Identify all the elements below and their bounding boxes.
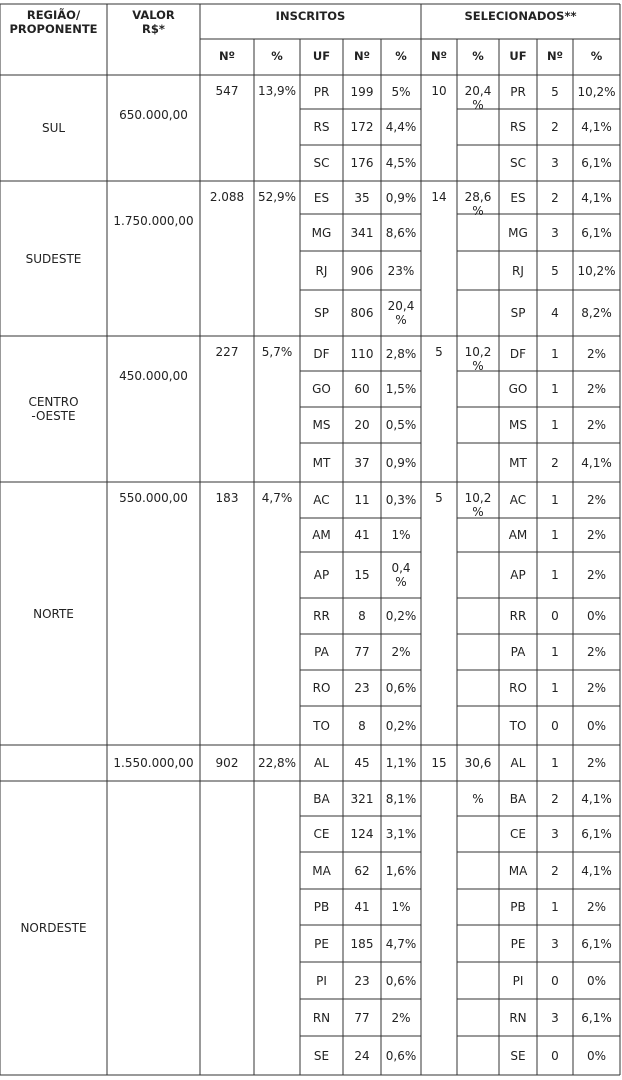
state-selecionados-n: 0 [551,718,559,733]
state-inscritos-pct: 2% [391,645,411,659]
header-selecionados: SELECIONADOS** [464,9,577,23]
state-selecionados-pct: 4,1% [581,120,612,134]
state-selecionados-pct: 6,1% [581,1010,612,1025]
state-selecionados-pct: 2% [586,645,607,659]
region-inscritos-n: 902 [215,756,239,770]
state-uf: PR [313,85,330,99]
state-inscritos-n: 20 [354,418,370,432]
region-inscritos-n: 183 [215,491,239,505]
state-inscritos-pct: 8,6% [385,225,417,240]
state-inscritos-pct: 0,4 % [391,561,411,589]
state-selecionados-uf: AL [510,756,526,770]
region-selecionados-n: 15 [431,756,447,770]
subheader-pct: % [271,49,283,63]
state-inscritos-n: 23 [354,973,370,988]
state-inscritos-pct: 2,8% [385,346,417,361]
state-selecionados-n: 5 [551,85,559,99]
region-selecionados-pct: 20,4 % [464,84,492,112]
state-selecionados-pct: 6,1% [581,156,612,170]
region-selecionados-n: 10 [431,84,447,98]
state-inscritos-pct: 1,6% [385,863,417,878]
state-selecionados-pct: 2% [586,418,607,432]
state-inscritos-n: 906 [350,263,374,278]
state-selecionados-pct: 0% [586,609,607,623]
state-uf: RR [313,609,330,623]
state-inscritos-pct: 1,5% [385,382,417,396]
state-selecionados-pct: 2% [586,568,607,582]
state-inscritos-pct: 0,6% [385,1048,417,1063]
state-selecionados-pct: 2% [586,900,607,914]
state-selecionados-uf: PB [510,900,526,914]
state-selecionados-n: 2 [551,190,559,205]
state-selecionados-pct: 4,1% [581,791,612,806]
region-inscritos-n: 227 [215,345,239,359]
state-inscritos-n: 321 [350,791,374,806]
state-uf: TO [313,718,330,733]
region-inscritos-pct: 5,7% [261,345,293,359]
state-inscritos-n: 341 [350,225,374,240]
state-selecionados-uf: SE [510,1048,526,1063]
subheader-uf: UF [312,49,331,63]
state-selecionados-n: 1 [551,645,559,659]
state-selecionados-n: 3 [551,156,559,170]
state-uf: RJ [315,263,328,278]
state-selecionados-n: 0 [551,973,559,988]
state-selecionados-pct: 0% [586,973,607,988]
state-selecionados-pct: 2% [586,346,607,361]
state-inscritos-n: 172 [350,120,374,134]
state-selecionados-n: 3 [551,1010,559,1025]
state-selecionados-pct: 0% [586,718,607,733]
state-selecionados-uf: RJ [512,263,524,278]
state-selecionados-n: 1 [551,900,559,914]
region-selecionados-pct: 10,2 % [464,491,492,519]
state-inscritos-pct: 1,1% [385,756,417,770]
region-selecionados-n: 5 [435,345,443,359]
state-uf: GO [312,382,331,396]
region-inscritos-pct: 22,8% [257,756,297,770]
state-inscritos-n: 110 [350,346,374,361]
state-uf: PA [314,645,329,659]
state-selecionados-uf: MS [509,418,527,432]
state-inscritos-n: 24 [354,1048,370,1063]
region-selecionados-pct: 28,6 % [464,190,492,218]
state-inscritos-pct: 0,3% [385,493,417,507]
state-inscritos-pct: 8,1% [385,791,417,806]
state-selecionados-pct: 6,1% [581,936,612,951]
state-inscritos-n: 23 [354,681,370,695]
state-selecionados-n: 1 [551,681,559,695]
state-uf: MS [312,418,331,432]
state-selecionados-n: 1 [551,756,559,770]
state-selecionados-pct: 2% [586,528,607,542]
state-inscritos-n: 45 [354,756,370,770]
state-inscritos-n: 15 [354,568,370,582]
subheader-pct: % [395,49,407,63]
state-uf: RS [313,120,330,134]
state-inscritos-n: 8 [358,718,366,733]
state-inscritos-n: 11 [354,493,370,507]
state-inscritos-pct: 0,6% [385,973,417,988]
state-selecionados-uf: RR [509,609,527,623]
subheader-uf: UF [509,49,527,63]
state-inscritos-n: 41 [354,528,370,542]
region-selecionados-n: 14 [431,190,447,204]
state-inscritos-n: 806 [350,306,374,320]
state-selecionados-n: 5 [551,263,559,278]
region-valor: 1.750.000,00 [113,214,194,228]
state-selecionados-n: 3 [551,936,559,951]
state-selecionados-uf: RO [509,681,527,695]
state-selecionados-n: 1 [551,346,559,361]
region-name-norte: NORTE [33,606,74,621]
state-selecionados-uf: ES [510,190,526,205]
state-uf: AL [314,756,329,770]
state-selecionados-n: 0 [551,1048,559,1063]
state-selecionados-n: 2 [551,863,559,878]
state-uf: ES [313,190,330,205]
state-selecionados-pct: 2% [586,681,607,695]
state-selecionados-pct: 4,1% [581,190,612,205]
state-selecionados-uf: RS [510,120,526,134]
state-selecionados-pct: 8,2% [581,306,612,320]
region-valor: 450.000,00 [119,369,188,383]
state-uf: MT [312,455,331,470]
state-inscritos-n: 60 [354,382,370,396]
state-inscritos-n: 77 [354,1010,370,1025]
header-inscritos: INSCRITOS [275,9,346,23]
state-selecionados-uf: AP [510,568,526,582]
state-selecionados-uf: PI [512,973,524,988]
header-valor: VALOR R$* [132,8,175,36]
region-valor: 650.000,00 [119,108,188,122]
state-uf: SE [313,1048,330,1063]
state-selecionados-uf: AM [508,528,528,542]
state-selecionados-n: 1 [551,568,559,582]
state-selecionados-uf: BA [509,791,527,806]
state-selecionados-pct: 6,1% [581,225,612,240]
state-uf: MG [311,225,332,240]
state-selecionados-uf: MA [508,863,528,878]
state-inscritos-n: 124 [350,827,374,841]
region-inscritos-n: 2.088 [209,190,245,204]
state-selecionados-uf: PA [510,645,526,659]
state-inscritos-n: 37 [354,455,370,470]
state-uf: CE [313,827,330,841]
state-selecionados-pct: 2% [586,382,607,396]
state-selecionados-n: 1 [551,418,559,432]
state-inscritos-pct: 5% [391,85,411,99]
region-valor: 550.000,00 [119,491,188,505]
state-selecionados-n: 1 [551,382,559,396]
state-selecionados-pct: 4,1% [581,863,612,878]
region-valor: 1.550.000,00 [113,756,194,770]
state-inscritos-pct: 23% [387,263,415,278]
state-uf: SP [314,306,329,320]
state-uf: DF [313,346,330,361]
state-selecionados-n: 2 [551,120,559,134]
state-uf: MA [312,863,331,878]
region-inscritos-n: 547 [215,84,239,98]
state-inscritos-pct: 3,1% [385,827,417,841]
state-uf: PB [313,900,330,914]
state-selecionados-pct: 2% [586,756,607,770]
state-selecionados-uf: CE [510,827,526,841]
state-inscritos-pct: 0,9% [385,455,417,470]
state-selecionados-uf: SC [510,156,526,170]
state-selecionados-n: 1 [551,493,559,507]
state-inscritos-n: 62 [354,863,370,878]
state-inscritos-pct: 0,2% [385,718,417,733]
subheader-pct: % [590,49,603,63]
subheader-pct: % [472,49,484,63]
state-selecionados-uf: MT [509,455,527,470]
state-inscritos-pct: 0,5% [385,418,417,432]
state-inscritos-n: 35 [354,190,370,205]
state-selecionados-n: 2 [551,791,559,806]
region-name-centrooeste: CENTRO -OESTE [28,395,79,423]
state-inscritos-pct: 1% [391,528,411,542]
state-uf: AP [313,568,330,582]
state-inscritos-pct: 20,4 % [387,299,415,327]
state-selecionados-uf: TO [509,718,527,733]
state-inscritos-pct: 2% [391,1010,411,1025]
state-inscritos-pct: 4,4% [385,120,417,134]
state-inscritos-pct: 0,6% [385,681,417,695]
state-inscritos-n: 185 [350,936,374,951]
state-selecionados-n: 4 [551,306,559,320]
state-selecionados-n: 0 [551,609,559,623]
state-selecionados-n: 3 [551,225,559,240]
state-inscritos-pct: 1% [391,900,411,914]
subheader-n: Nº [218,49,236,63]
header-regiao-proponente: REGIÃO/ PROPONENTE [9,8,98,36]
region-name-nordeste: NORDESTE [20,921,87,935]
state-selecionados-pct: 2% [586,493,607,507]
state-uf: RO [312,681,331,695]
region-selecionados-pct: 10,2 % [464,345,492,373]
state-selecionados-n: 1 [551,528,559,542]
state-selecionados-pct: 6,1% [581,827,612,841]
subheader-n: Nº [353,49,371,63]
state-selecionados-n: 3 [551,827,559,841]
state-inscritos-n: 77 [354,645,370,659]
region-inscritos-pct: 52,9% [257,190,297,204]
state-inscritos-pct: 4,7% [385,936,417,951]
region-selecionados-pct: 30,6 [464,756,492,770]
subheader-n: Nº [430,49,448,63]
state-inscritos-n: 176 [350,156,374,170]
state-selecionados-uf: RN [509,1010,527,1025]
state-selecionados-pct: 0% [586,1048,607,1063]
state-uf: PI [316,973,327,988]
state-selecionados-uf: PE [510,936,526,951]
state-inscritos-pct: 0,9% [385,190,417,205]
state-selecionados-uf: PR [510,85,526,99]
region-name-sul: SUL [41,121,66,135]
region-selecionados-pct-wrap: % [472,791,484,806]
state-uf: SC [313,156,330,170]
state-selecionados-uf: SP [510,306,526,320]
state-inscritos-pct: 4,5% [385,156,417,170]
state-uf: AC [313,493,330,507]
state-selecionados-uf: DF [509,346,527,361]
region-name-sudeste: SUDESTE [25,251,82,266]
state-uf: PE [314,936,329,951]
region-inscritos-pct: 13,9% [257,84,297,98]
state-inscritos-pct: 0,2% [385,609,417,623]
state-selecionados-uf: AC [509,493,527,507]
state-selecionados-pct: 10,2% [577,263,616,278]
state-selecionados-uf: GO [508,382,528,396]
state-inscritos-n: 8 [358,609,366,623]
state-selecionados-pct: 4,1% [581,455,612,470]
region-selecionados-n: 5 [435,491,443,505]
state-uf: AM [312,528,331,542]
state-uf: BA [313,791,330,806]
state-inscritos-n: 41 [354,900,370,914]
state-uf: RN [312,1010,331,1025]
state-selecionados-uf: MG [508,225,528,240]
state-selecionados-n: 2 [551,455,559,470]
region-inscritos-pct: 4,7% [261,491,293,505]
state-selecionados-pct: 10,2% [577,85,616,99]
state-inscritos-n: 199 [350,85,374,99]
subheader-n: Nº [546,49,564,63]
